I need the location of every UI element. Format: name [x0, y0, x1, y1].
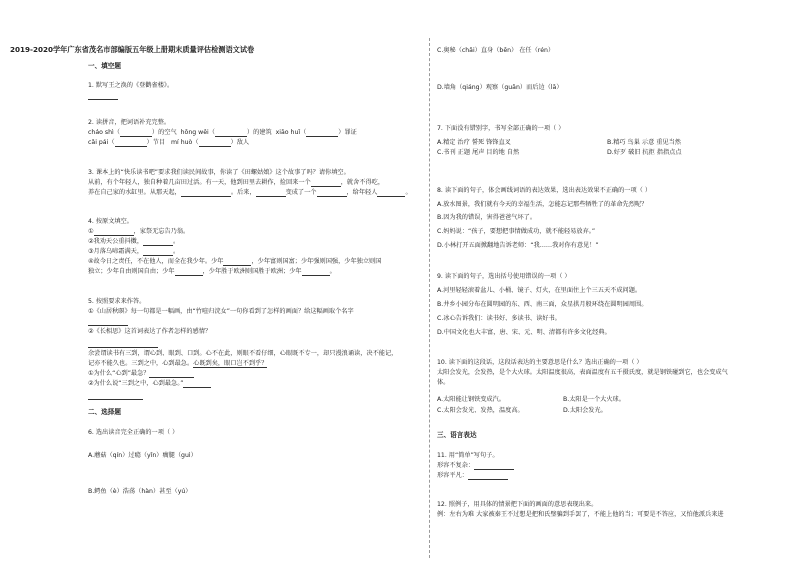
q11-label-1: 形容不复杂：	[437, 462, 475, 469]
q2-word-2: ）的建筑	[246, 129, 272, 136]
left-column	[88, 0, 423, 562]
q3-blank-4[interactable]	[317, 190, 347, 197]
q4-text-5c: 。	[329, 268, 336, 275]
q2-blank-1[interactable]	[120, 130, 152, 137]
q5-sub1-text: ①为什么“心到”最急？	[88, 370, 150, 377]
q4-text-3b: 。	[173, 248, 180, 255]
q3-text-e: 变成了一个	[285, 189, 317, 196]
q5-stem: 5. 按照要求来作答。	[88, 298, 146, 305]
q10-option-c[interactable]: C.太阳会发光、发热，温度高。	[437, 407, 524, 414]
q3-text-b: ，就舍不得吃，	[340, 179, 385, 186]
q5-part1: ①《山居秋暝》每一句都是一幅画，由“竹喧归浣女”一句你看到了怎样的画面？给这幅画取个名字	[88, 308, 354, 315]
q5-blank-1[interactable]	[149, 371, 194, 378]
q3-blank-2[interactable]	[181, 190, 231, 197]
q3-line3	[88, 189, 412, 197]
section-fill-heading: 一、填空题	[88, 62, 121, 70]
q10-option-b[interactable]: B.太阳是一个大火球。	[563, 396, 625, 403]
q2-blank-5[interactable]	[199, 140, 231, 147]
q4-text-5b: ，少年胜于欧洲则国胜于欧洲；少年	[202, 268, 302, 275]
q2-blank-3[interactable]	[306, 130, 338, 137]
q3-blank-3[interactable]	[256, 190, 286, 197]
q10-passage-2: 体。	[437, 379, 450, 386]
q12-stem: 12. 照例子，用具体的情景把下面的画面的意思表现出来。	[437, 501, 598, 508]
q2-word-5: ）敌人	[230, 139, 250, 146]
q2-stem: 2. 读拼音，把词语补充完整。	[88, 119, 171, 126]
q10-option-a[interactable]: A.太阳能让钢铁变成汽。	[437, 396, 505, 403]
q10-passage-1: 太阳会发光，会发热，是个大火球。太阳温度很高，表面温度有五千摄氏度，就是钢铁碰到它，也会变成气	[437, 369, 728, 376]
right-column	[437, 0, 767, 562]
q11-blank-2[interactable]	[468, 473, 508, 480]
q4-text-1: ，家祭无忘告乃翁。	[133, 228, 190, 235]
q3-text-c: 养在自己家的水缸里。从那天起，	[88, 189, 181, 196]
q5-passage-2a: 记亦不能久也。三到之中，心到最急。	[88, 360, 194, 367]
q3-text-g: 。	[405, 189, 412, 196]
q5-passage-1: 余尝谓读书有三到，谓心到、眼到、口到。心不在此，则眼不看仔细，心眼既不专一，却只漫浪诵读，决不能记，	[88, 350, 398, 357]
section-expression-heading: 三、语言表达	[437, 431, 477, 439]
q2-row1	[88, 129, 357, 137]
q5-blank-2[interactable]	[183, 381, 211, 388]
q2-blank-2[interactable]	[215, 130, 247, 137]
q3-line2	[88, 179, 384, 187]
q9-option-c[interactable]: C.冰心告诉我们：读书好、多读书、读好书。	[437, 315, 561, 322]
q4-item4	[88, 258, 381, 266]
q5-answer-line-2	[88, 347, 158, 348]
q11-stem: 11. 用“简单”写句子。	[437, 452, 499, 459]
q2-pinyin-4: cǎi pái（	[88, 139, 115, 146]
q2-word-3: ）罪证	[338, 129, 357, 136]
q8-option-d[interactable]: D.小林打开五面掀翻地告诉老师：“我……我对你有意见！”	[437, 242, 599, 249]
q5-sub1	[88, 370, 194, 378]
q11-blank-1[interactable]	[474, 463, 514, 470]
q4-blank-1[interactable]	[94, 229, 134, 236]
q4-blank-2[interactable]	[143, 239, 173, 246]
q3-text-f: ，给年轻人	[346, 189, 378, 196]
q1-stem: 1. 默写王之涣的《登鹳雀楼》。	[88, 82, 174, 89]
q8-option-a[interactable]: A.放水图景，我们就有今天的幸福生活，怎能忘记那些牺牲了的革命先烈呢？	[437, 201, 648, 208]
q7-option-c[interactable]: C.书刊 正题 尾声 目的地 自然	[437, 149, 520, 156]
q11-line2	[437, 472, 508, 480]
q4-item3	[88, 248, 179, 256]
q2-blank-4[interactable]	[115, 140, 147, 147]
q7-option-d[interactable]: D.好歹 破旧 抗拒 指指点点	[607, 149, 682, 156]
q7-option-b[interactable]: B.精巧 鸟巢 示意 重见当然	[607, 139, 681, 146]
q11-label-2: 形容平凡：	[437, 472, 468, 479]
q5-sub2	[88, 380, 211, 388]
q8-option-c[interactable]: C.妈妈说：“孩子，要想把事情做成功，就不能轻易放弃。”	[437, 228, 596, 235]
q4-blank-4[interactable]	[223, 259, 251, 266]
q3-blank-1[interactable]	[311, 180, 341, 187]
q9-option-a[interactable]: A.河里轻轻滚着盆儿、小桶、镜子、灯火，在里面住上个三五天不成问题。	[437, 287, 642, 294]
q4-item1	[88, 228, 189, 236]
q4-blank-3[interactable]	[143, 249, 173, 256]
column-divider	[429, 38, 430, 558]
q9-option-b[interactable]: B.井乡小园分布在圆明园的东、西、南三面，众星拱月般环绕在圆明园周围。	[437, 301, 648, 308]
q6-option-b[interactable]: B.鳄鱼（è）浩荡（hàn）甚至（yú）	[88, 488, 192, 495]
q4-stem: 4. 按原文填空。	[88, 218, 133, 225]
q4-item4-cont	[88, 268, 336, 276]
q4-text-5: 独立；少年自由则国自由；少年	[88, 268, 175, 275]
section-choice-heading: 二、选择题	[88, 408, 121, 416]
q8-option-b[interactable]: B.因为我的错误，害得爸爸气坏了。	[437, 214, 537, 221]
q6-option-d[interactable]: D.墙角（qiáng）观察（guān）而后边（lā）	[437, 84, 563, 91]
q3-blank-5[interactable]	[377, 190, 405, 197]
q2-pinyin-5: mí huò（	[170, 139, 199, 146]
q4-num-1: ①	[88, 228, 94, 235]
q5-passage-underlined: 心既到矣，眼口岂不到乎？	[193, 360, 268, 367]
q4-blank-6[interactable]	[302, 269, 330, 276]
q2-pinyin-2: hōng wěi（	[180, 129, 215, 136]
q2-pinyin-3: xiāo huǐ（	[275, 129, 307, 136]
q8-stem: 8. 读下面的句子，体会画线词语的表达效果，选出表达效果不正确的一项（ ）	[437, 187, 652, 194]
q5-sub2-text: ②为什么说“三到之中，心到最急。”	[88, 380, 184, 387]
q4-text-2: ②我劝天公重抖擞，	[88, 238, 144, 245]
q1-answer-line	[88, 99, 118, 100]
q5-passage-2	[88, 360, 267, 368]
q2-pinyin-1: cháo shì（	[88, 129, 120, 136]
page-title: 2019-2020学年广东省茂名市部编版五年级上册期末质量评估检测语文试卷	[10, 45, 255, 54]
q3-text-a: 从前，有个年轻人，独自种着几亩田过活。有一天，他到田里去耕作，捡回来一个	[88, 179, 311, 186]
q2-row2	[88, 139, 249, 147]
q2-word-1: ）的空气	[151, 129, 177, 136]
q6-option-c[interactable]: C.奥秘（chǎi）直身（bēn） 在任（rén）	[437, 47, 555, 54]
q9-option-d[interactable]: D.中国文化也大丰富，唐、宋、元、明、清都有许多文化经典。	[437, 329, 611, 336]
q7-stem: 7. 下面没有错别字，书写全部正确的一项（ ）	[437, 125, 565, 132]
q5-answer-line-1	[88, 325, 128, 326]
q9-stem: 9. 读下面的句子，选出括号使用错误的一项（ ）	[437, 273, 571, 280]
q2-word-4: ）节目	[146, 139, 166, 146]
q4-item2	[88, 238, 179, 246]
q4-text-4b: ，少年富则国富；少年强则国强，少年独立则国	[251, 258, 382, 265]
q10-option-d[interactable]: D.太阳会发光。	[563, 407, 607, 414]
q3-stem: 3. 课本上的“快乐读书吧”要求我们读民间故事，你读了《田螺姑娘》这个故事了吗？请你填空。	[88, 169, 350, 176]
q4-blank-5[interactable]	[175, 269, 203, 276]
q7-option-a[interactable]: A.精定 治疗 誓死 锋锋直叉	[437, 139, 511, 146]
q6-option-a[interactable]: A.蘑菇（qín）过瘾（yǐn）瘸腿（guì）	[88, 452, 197, 459]
q5-part2: ②《长相思》这首词表达了作者怎样的感情？	[88, 328, 212, 335]
q12-example: 例：左右为难 大家被秦王不过想是把和氏璧骗到手罢了，不能上他的当；可要是不答应，又怕他派兵来进	[437, 511, 724, 518]
q11-line1	[437, 462, 514, 470]
q4-text-3: ③月落乌啼霜满天，	[88, 248, 144, 255]
q4-text-2b: 。	[173, 238, 180, 245]
q3-text-d: 。后来，	[230, 189, 256, 196]
q6-stem: 6. 选出读音完全正确的一项（ ）	[88, 429, 179, 436]
q5-answer-line-3	[88, 399, 143, 400]
q4-text-4: ④故今日之责任，不在他人，而全在我少年。少年	[88, 258, 224, 265]
q10-stem: 10. 读下面的这段话，这段话表达的主要意思是什么？选出正确的一项（ ）	[437, 359, 643, 366]
